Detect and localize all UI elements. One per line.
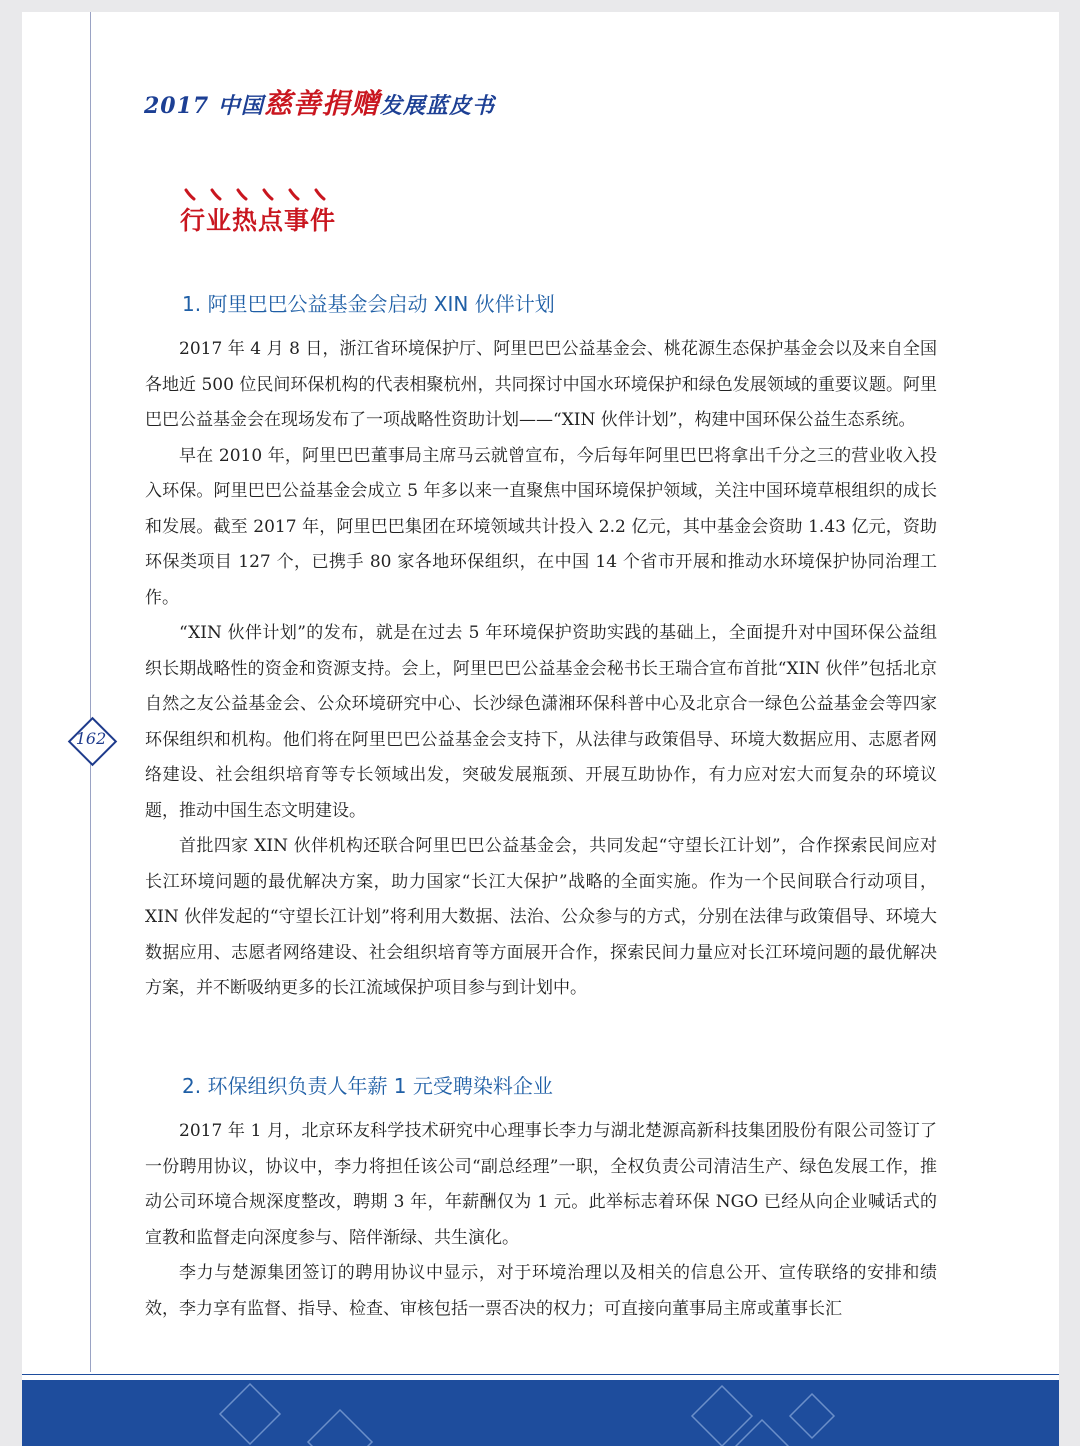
section-1-body xyxy=(145,332,937,1007)
section-2-body xyxy=(145,1114,937,1327)
page-number-badge xyxy=(69,718,113,762)
paragraph: 李力与楚源集团签订的聘用协议中显示，对于环境治理以及相关的信息公开、宣传联络的安排和绩效，李力享有监督、指导、检查、审核包括一票否决的权力；可直接向董事局主席或董事长汇 xyxy=(145,1263,937,1319)
book-title xyxy=(144,82,495,122)
section-title: 行业热点事件 xyxy=(180,206,337,235)
book-title-year: 2017 xyxy=(144,93,210,119)
footer-diamond-pattern-icon xyxy=(22,1380,1059,1446)
paragraph: 首批四家 XIN 伙伴机构还联合阿里巴巴公益基金会，共同发起“守望长江计划”，合作探索民间应对长江环境问题的最优解决方案，助力国家“长江大保护”战略的全面实施。作为一个民间联合行动项目，XIN 伙伴发起的“守望长江计划”将利用大数据、法治、公众参与的方式，分别在法律与政策倡导、环境大数据应用、志愿者网络建设、社会组织培育等方面展开合作，探索民间力量应对长江环境问题的最优解决方案，并不断吸纳更多的长江流域保护项目参与到计划中。 xyxy=(145,836,937,998)
subheading-1: 1. 阿里巴巴公益基金会启动 XIN 伙伴计划 xyxy=(182,292,555,316)
paragraph: 2017 年 1 月，北京环友科学技术研究中心理事长李力与湖北楚源高新科技集团股份有限公司签订了一份聘用协议，协议中，李力将担任该公司“副总经理”一职，全权负责公司清洁生产、绿色发展工作，推动公司环境合规深度整改，聘期 3 年，年薪酬仅为 1 元。此举标志着环保 NGO 已经从向企业喊话式的宣教和监督走向深度参与、陪伴渐绿、共生演化。 xyxy=(145,1121,937,1248)
subheading-2: 2. 环保组织负责人年薪 1 元受聘染料企业 xyxy=(182,1074,553,1098)
paragraph: 早在 2010 年，阿里巴巴董事局主席马云就曾宣布，今后每年阿里巴巴将拿出千分之三的营业收入投入环保。阿里巴巴公益基金会成立 5 年多以来一直聚焦中国环境保护领域，关注中国环境草根组织的成长和发展。截至 2017 年，阿里巴巴集团在环境领域共计投入 2.2 亿元，其中基金会资助 1.43 亿元，资助环保类项目 127 个，已携手 80 家各地环保组织，在中国 14 个省市开展和推动水环境保护协同治理工作。 xyxy=(145,445,937,608)
book-title-part1: 中国 xyxy=(217,93,264,119)
document-page xyxy=(22,12,1059,1446)
page-number: 162 xyxy=(75,729,107,748)
margin-line xyxy=(90,12,91,1372)
paragraph: “XIN 伙伴计划”的发布，就是在过去 5 年环境保护资助实践的基础上，全面提升对中国环保公益组织长期战略性的资金和资源支持。会上，阿里巴巴公益基金会秘书长王瑞合宣布首批“XIN 伙伴”包括北京自然之友公益基金会、公众环境研究中心、长沙绿色潇湘环保科普中心及北京合一绿色公益基金会等四家环保组织和机构。他们将在阿里巴巴公益基金会支持下，从法律与政策倡导、环境大数据应用、志愿者网络建设、社会组织培育等专长领域出发，突破发展瓶颈、开展互助协作，有力应对宏大而复杂的环境议题，推动中国生态文明建设。 xyxy=(145,623,937,821)
footer-band xyxy=(22,1380,1059,1446)
book-title-part3: 发展蓝皮书 xyxy=(379,93,495,119)
book-title-highlight: 慈善捐赠 xyxy=(263,87,380,120)
paragraph: 2017 年 4 月 8 日，浙江省环境保护厅、阿里巴巴公益基金会、桃花源生态保护基金会以及来自全国各地近 500 位民间环保机构的代表相聚杭州，共同探讨中国水环境保护和绿色发展领域的重要议题。阿里巴巴公益基金会在现场发布了一项战略性资助计划——“XIN 伙伴计划”，构建中国环保公益生态系统。 xyxy=(145,339,937,430)
footer-divider xyxy=(22,1374,1059,1375)
